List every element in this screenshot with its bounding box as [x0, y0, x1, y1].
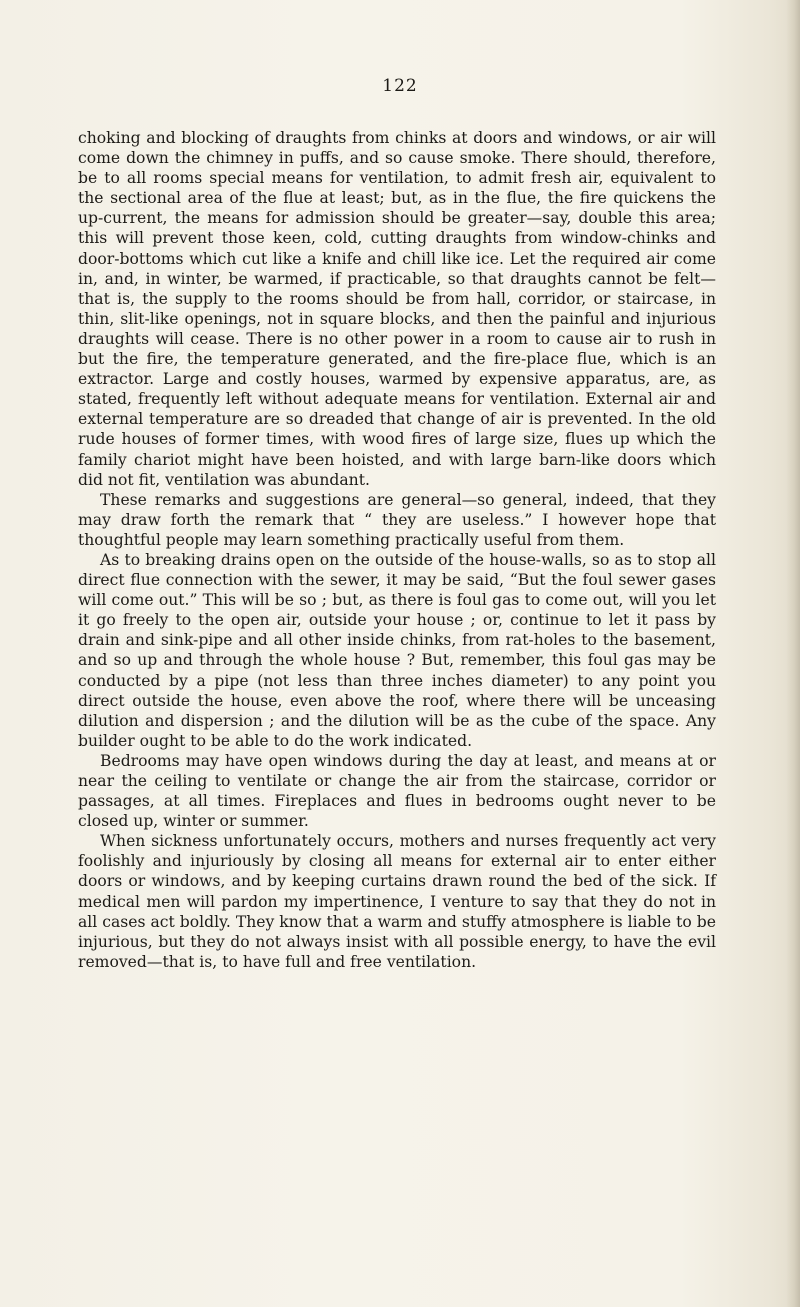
paragraph-4: Bedrooms may have open windows during the day at least, and means at or near the ceiling to ventilate or change the air from the staircase, corridor or passages, at all times. Fireplaces and flues in bedrooms ought never to be closed up, winter or summer.	[78, 751, 716, 831]
body-text	[78, 128, 716, 972]
paragraph-5: When sickness unfortunately occurs, mothers and nurses frequently act very foolishly and injuriously by closing all means for external air to enter either doors or windows, and by keeping curtains drawn round the bed of the sick. If medical men will pardon my impertinence, I venture to say that they do not in all cases act boldly. They know that a warm and stuffy atmosphere is liable to be injurious, but they do not always insist with all possible energy, to have the evil removed—that is, to have full and free ventilation.	[78, 832, 716, 971]
page-edge-shadow	[786, 0, 800, 1307]
paragraph-3: As to breaking drains open on the outside of the house-walls, so as to stop all direct flue connection with the sewer, it may be said, “But the foul sewer gases will come out.” This will be so ; but, as there is foul gas to come out, will you let it go freely to the open air, outside your house ; or, continue to let it pass by drain and sink-pipe and all other inside chinks, from rat-holes to the basement, and so up and through the whole house ? But, remember, this foul gas may be conducted by a pipe (not less than three inches diameter) to any point you direct outside the house, even above the roof, where there will be unceasing dilution and dispersion ; and the dilution will be as the cube of the space. Any builder ought to be able to do the work indicated.	[78, 550, 716, 750]
paragraph-1: choking and blocking of draughts from chinks at doors and windows, or air will come down the chimney in puffs, and so cause smoke. There should, therefore, be to all rooms special means for ventilation, to admit fresh air, equivalent to the sectional area of the flue at least; but, as in the flue, the fire quickens the up-current, the means for admission should be greater—say, double this area; this will prevent those keen, cold, cutting draughts from window-chinks and door-bottoms which cut like a knife and chill like ice. Let the required air come in, and, in winter, be warmed, if practicable, so that draughts cannot be felt—that is, the supply to the rooms should be from hall, corridor, or staircase, in thin, slit-like openings, not in square blocks, and then the painful and injurious draughts will cease. There is no other power in a room to cause air to rush in but the fire, the temperature generated, and the fire-place flue, which is an extractor. Large and costly houses, warmed by expensive apparatus, are, as stated, frequently left without adequate means for ventilation. External air and external temperature are so dreaded that change of air is prevented. In the old rude houses of former times, with wood fires of large size, flues up which the family chariot might have been hoisted, and with large barn-like doors which did not fit, ventilation was abundant.	[78, 129, 716, 489]
paragraph-2: These remarks and suggestions are general—so general, indeed, that they may draw forth the remark that “ they are useless.” I however hope that thoughtful people may learn something practically useful from them.	[78, 490, 716, 549]
page-number: 122	[382, 76, 418, 96]
